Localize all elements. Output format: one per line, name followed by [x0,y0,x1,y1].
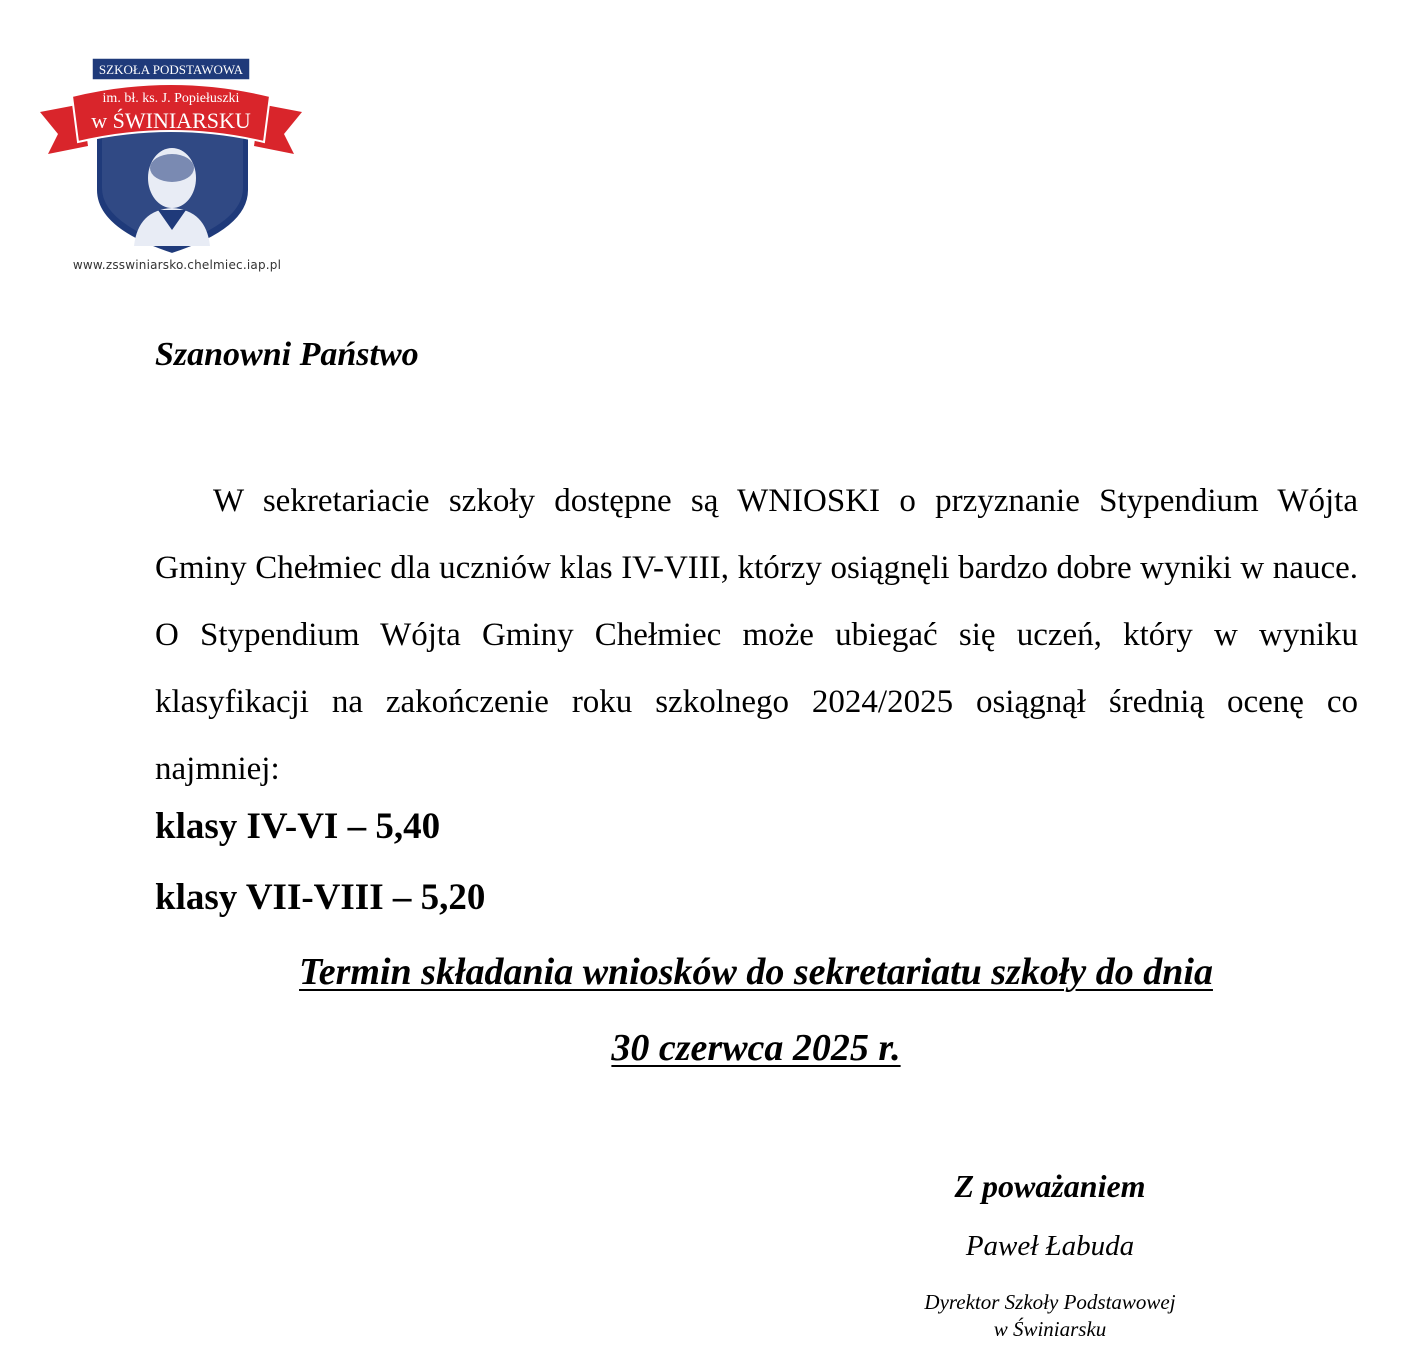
signatory-title-line2: w Świniarsku [993,1317,1107,1341]
deadline-heading: Termin składania wniosków do sekretariatu szkoły do dnia [299,951,1213,993]
letter-greeting: Szanowni Państwo [155,336,419,373]
signatory-title [850,1289,1250,1343]
grade-requirement-iv-vi: klasy IV-VI – 5,40 [155,806,441,847]
school-website-url: www.zsswiniarsko.chelmiec.iap.pl [72,258,282,272]
letter-paragraph: W sekretariacie szkoły dostępne są WNIOSKI o przyznanie Stypendium Wójta Gminy Chełmiec dla uczniów klas IV-VIII, którzy osiągnęli bardzo dobre wyniki w nauce. O Stypendium Wójta Gminy Chełmiec może ubiegać się uczeń, który w wyniku klasyfikacji na zakończenie roku szkolnego 2024/2025 osiągnął średnią ocenę co najmniej: [155,483,1358,787]
school-crest-icon [30,50,320,280]
logo-banner-text: SZKOŁA PODSTAWOWA [98,62,244,77]
closing-salutation: Z poważaniem [954,1168,1146,1204]
signatory-title-line1: Dyrektor Szkoły Podstawowej [924,1290,1176,1314]
school-logo [30,50,320,280]
grade-requirement-vii-viii: klasy VII-VIII – 5,20 [155,877,486,918]
logo-ribbon-line1: im. bł. ks. J. Popiełuszki [102,91,240,106]
deadline-date: 30 czerwca 2025 r. [611,1027,901,1069]
logo-ribbon-line2: w ŚWINIARSKU [91,108,251,133]
signatory-name: Paweł Łabuda [965,1230,1135,1262]
letter-body [155,468,1358,803]
